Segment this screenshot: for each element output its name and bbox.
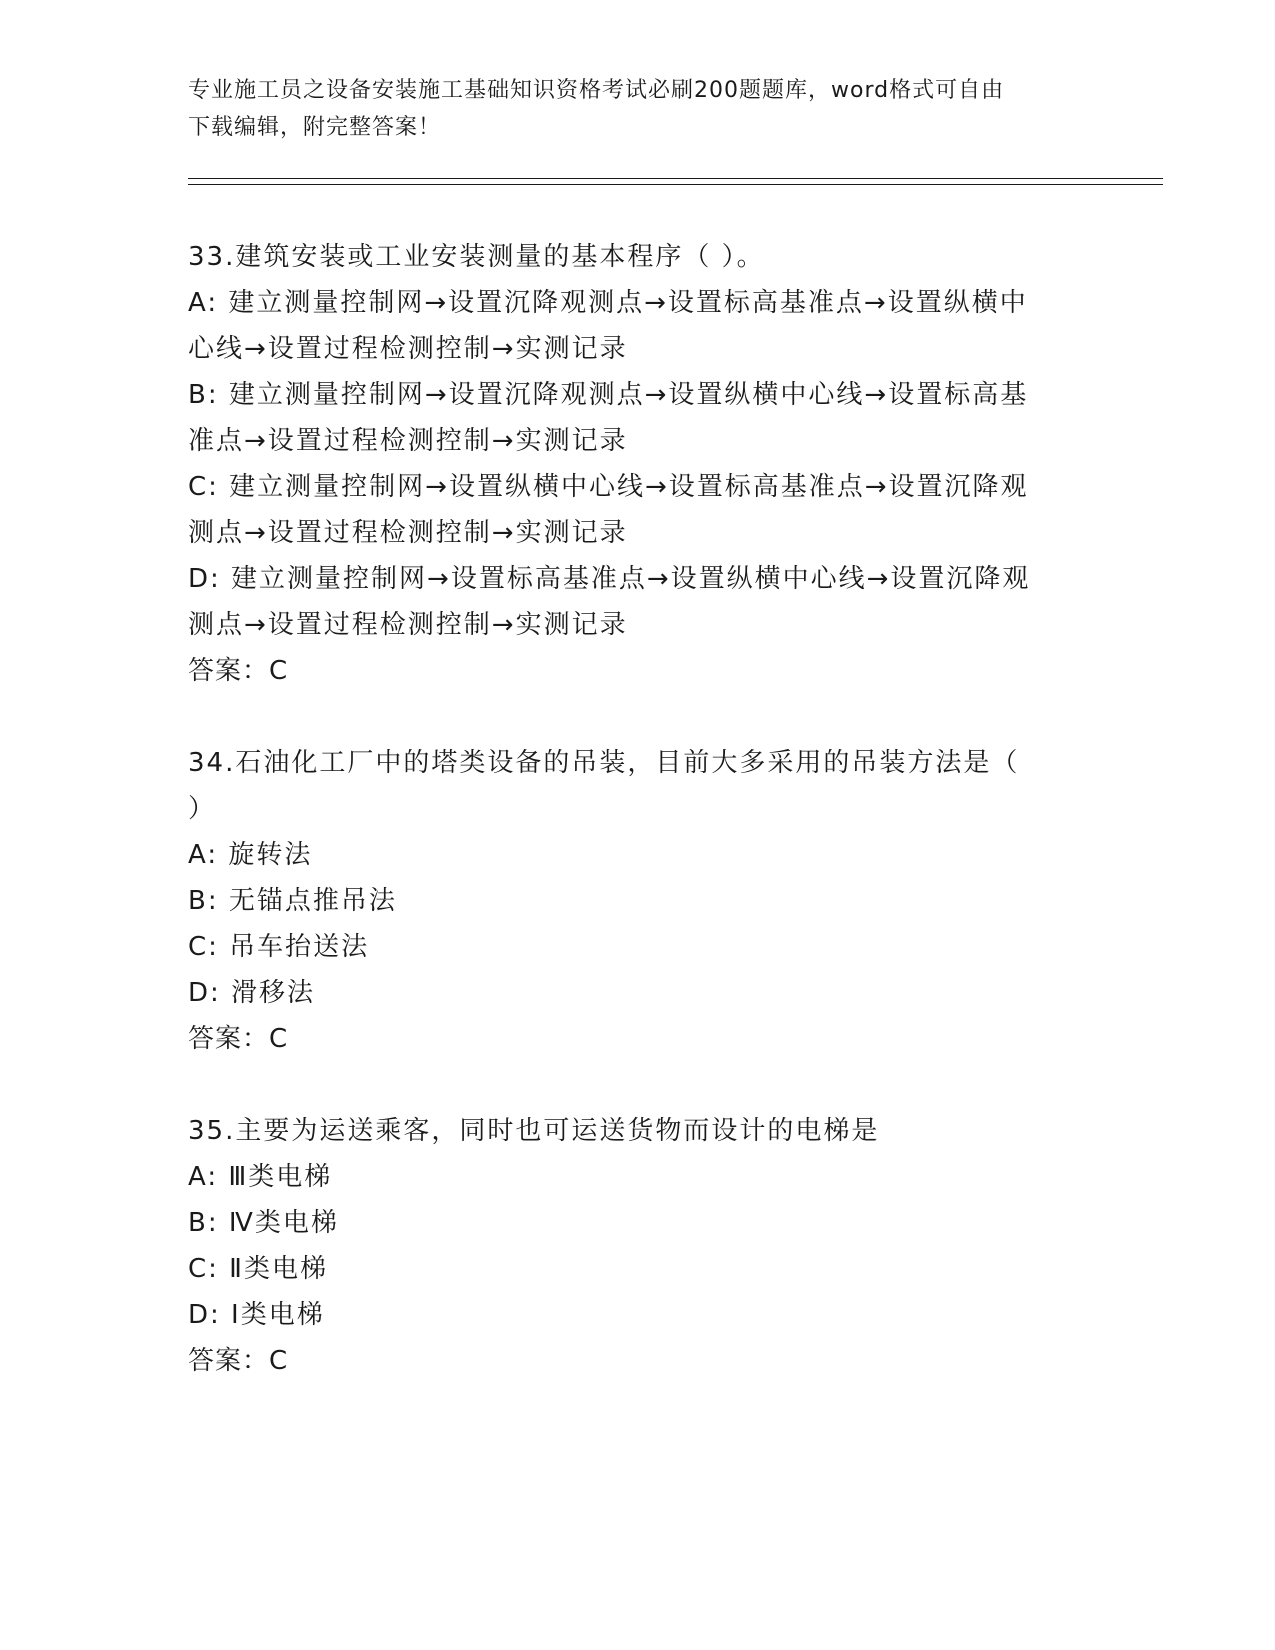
header-line: 下载编辑，附完整答案！ <box>188 115 442 140</box>
document-header <box>188 72 1088 146</box>
option-a: A: 旋转法 <box>188 840 313 870</box>
option-d: D: Ⅰ类电梯 <box>188 1300 325 1330</box>
option-b: B: 建立测量控制网→设置沉降观测点→设置纵横中心线→设置标高基 <box>188 380 1029 410</box>
option-a-continued: 心线→设置过程检测控制→实测记录 <box>188 334 628 364</box>
question-33 <box>188 234 1088 694</box>
option-d: D: 建立测量控制网→设置标高基准点→设置纵横中心线→设置沉降观 <box>188 564 1031 594</box>
option-d: D: 滑移法 <box>188 978 316 1008</box>
header-line: 专业施工员之设备安装施工基础知识资格考试必刷200题题库，word格式可自由 <box>188 78 1005 103</box>
option-a: A: Ⅲ类电梯 <box>188 1162 333 1192</box>
option-b-continued: 准点→设置过程检测控制→实测记录 <box>188 426 628 456</box>
header-divider <box>188 178 1163 179</box>
option-d-continued: 测点→设置过程检测控制→实测记录 <box>188 610 628 640</box>
option-c-continued: 测点→设置过程检测控制→实测记录 <box>188 518 628 548</box>
answer-label: 答案：C <box>188 1346 289 1376</box>
option-b: B: Ⅳ类电梯 <box>188 1208 339 1238</box>
header-divider <box>188 184 1163 185</box>
answer-label: 答案：C <box>188 656 289 686</box>
question-34 <box>188 740 1088 1062</box>
question-stem: 34.石油化工厂中的塔类设备的吊装，目前大多采用的吊装方法是（ <box>188 748 1020 778</box>
option-c: C: 吊车抬送法 <box>188 932 370 962</box>
question-stem-continued: ） <box>188 794 217 824</box>
question-35 <box>188 1108 1088 1384</box>
option-c: C: Ⅱ类电梯 <box>188 1254 328 1284</box>
question-stem: 33.建筑安装或工业安装测量的基本程序（ ）。 <box>188 242 765 272</box>
option-b: B: 无锚点推吊法 <box>188 886 397 916</box>
option-c: C: 建立测量控制网→设置纵横中心线→设置标高基准点→设置沉降观 <box>188 472 1029 502</box>
question-stem: 35.主要为运送乘客，同时也可运送货物而设计的电梯是 <box>188 1116 880 1146</box>
answer-label: 答案：C <box>188 1024 289 1054</box>
option-a: A: 建立测量控制网→设置沉降观测点→设置标高基准点→设置纵横中 <box>188 288 1028 318</box>
